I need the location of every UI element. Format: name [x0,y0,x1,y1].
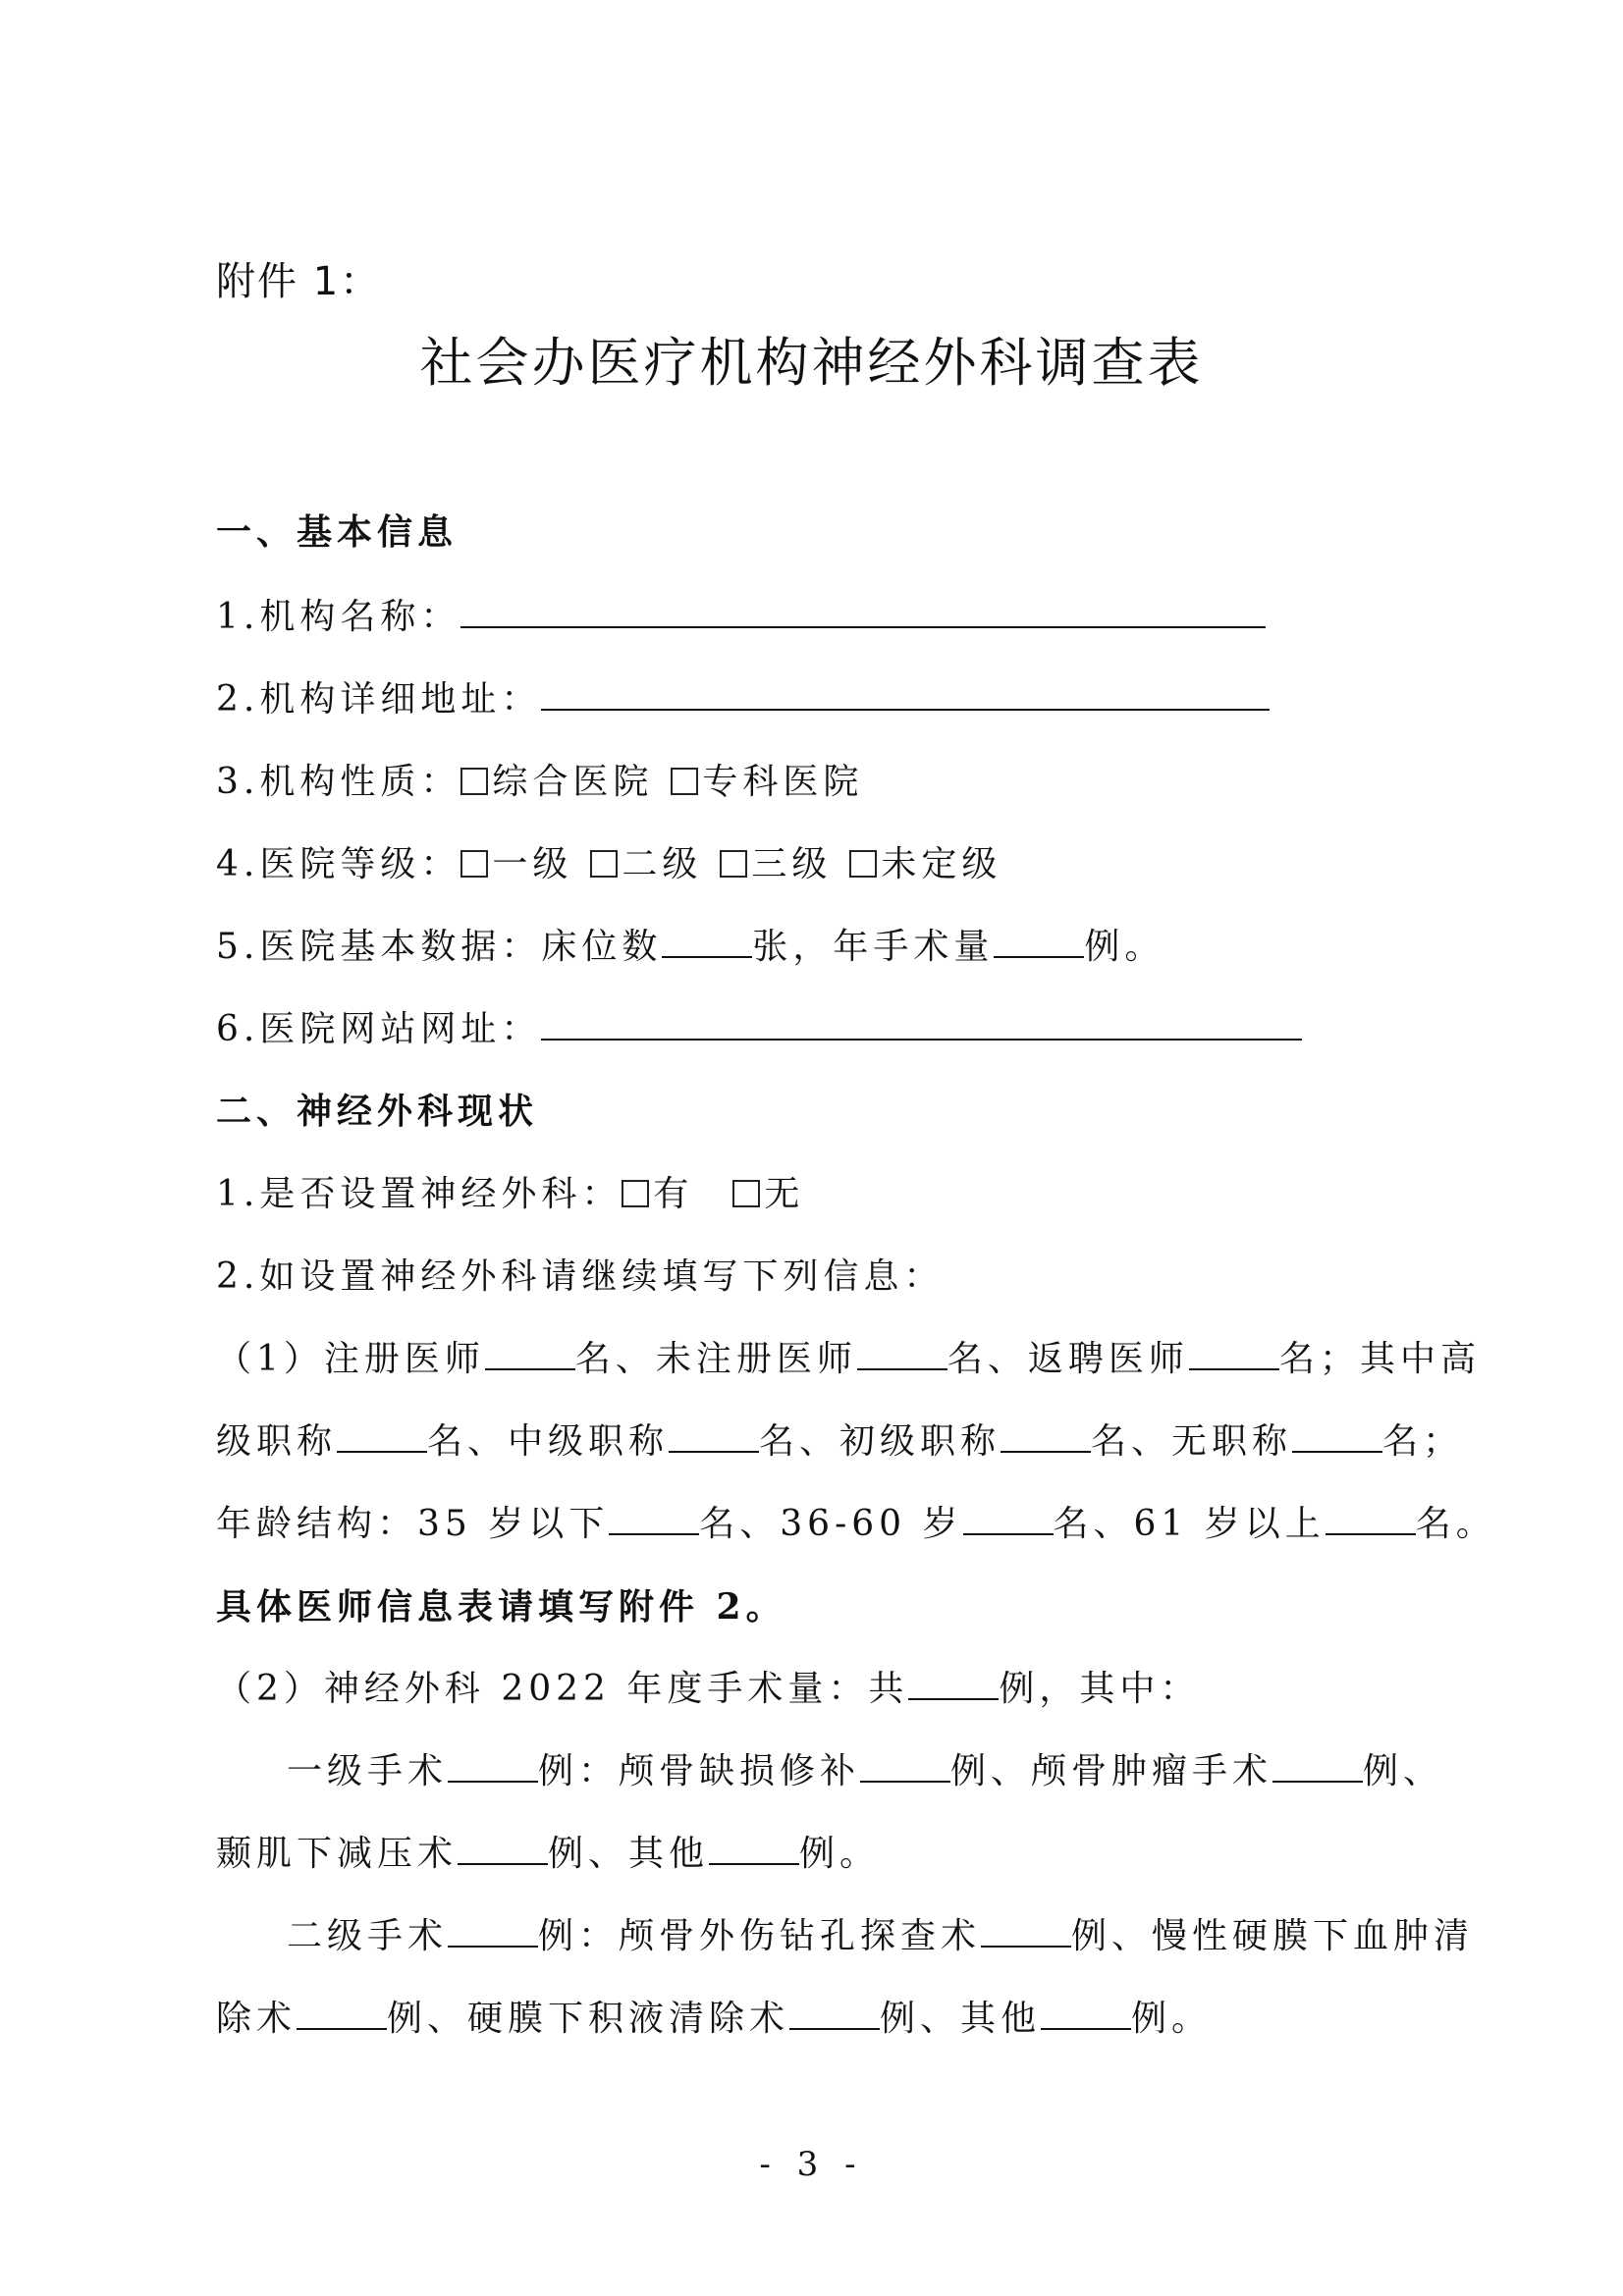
option-general-hospital: 综合医院 [492,762,654,802]
rehired-physician-field[interactable] [1189,1335,1279,1370]
physician-line-3 [216,1500,1496,1549]
text: 名、中级职称 [427,1421,670,1462]
chronic-subdural-hematoma-field[interactable] [297,1995,387,2030]
level2-other-field[interactable] [1041,1995,1131,2030]
text: 年龄结构：35 岁以下 [216,1504,610,1544]
text: （1）注册医师 [216,1339,485,1379]
burr-hole-exploration-field[interactable] [981,1912,1071,1948]
institution-name-row [216,593,1266,642]
hospital-data-label: 5.医院基本数据：床位数 [216,927,663,967]
website-row [216,1005,1302,1054]
level1-surgery-line-2 [216,1830,880,1879]
subtemporal-decompression-field[interactable] [458,1830,548,1865]
hospital-data-end-text: 例。 [1084,927,1165,967]
level1-total-field[interactable] [448,1747,538,1783]
checkbox-general-hospital[interactable] [460,768,488,795]
checkbox-grade-2[interactable] [590,850,618,878]
text: 名、无职称 [1091,1421,1293,1462]
text: 二级手术 [287,1916,449,1956]
age-over-61-field[interactable] [1325,1500,1416,1535]
hospital-grade-row [216,840,1001,889]
institution-type-label: 3.机构性质： [216,762,461,802]
text: 例：颅骨外伤钻孔探查术 [538,1916,982,1956]
text: 例、颅骨肿瘤手术 [950,1751,1273,1791]
text: 名、61 岁以上 [1053,1504,1325,1544]
text: 颞肌下减压术 [216,1834,459,1874]
checkbox-grade-1[interactable] [460,850,488,878]
level2-surgery-line-2 [216,1995,1212,2044]
level2-surgery-line-1 [287,1912,1474,1961]
annual-surgery-field[interactable] [994,923,1084,958]
text: 名； [1382,1421,1464,1462]
option-grade-1: 一级 [492,844,573,884]
skull-defect-repair-field[interactable] [860,1747,950,1783]
text: 例。 [1131,1999,1213,2039]
hospital-grade-label: 4.医院等级： [216,844,461,884]
text: 名、返聘医师 [947,1339,1189,1379]
unregistered-physician-field[interactable] [857,1335,947,1370]
option-ungraded: 未定级 [881,844,1002,884]
option-specialty-hospital: 专科医院 [702,762,864,802]
level2-total-field[interactable] [448,1912,538,1948]
level1-surgery-line-1 [287,1747,1443,1796]
text: 例。 [799,1834,881,1874]
text: 名；其中高 [1278,1339,1481,1379]
hospital-data-mid-text: 张，年手术量 [752,927,995,967]
physician-line-1 [216,1335,1481,1384]
physician-line-2 [216,1417,1463,1467]
text: 除术 [216,1999,298,2039]
option-no: 无 [764,1174,805,1214]
option-grade-2: 二级 [622,844,703,884]
surgery-volume-line [216,1665,1200,1714]
text: （2）神经外科 2022 年度手术量：共 [216,1669,909,1709]
section-neurosurgery-heading: 二、神经外科现状 [216,1092,539,1132]
text: 例、 [1363,1751,1444,1791]
has-neurosurgery-label: 1.是否设置神经外科： [216,1174,622,1214]
section-basic-info-heading: 一、基本信息 [216,512,459,553]
checkbox-specialty-hospital[interactable] [671,768,698,795]
skull-tumor-field[interactable] [1272,1747,1363,1783]
website-field[interactable] [541,1005,1302,1041]
bed-count-field[interactable] [662,923,752,958]
website-label: 6.医院网站网址： [216,1009,542,1049]
checkbox-ungraded[interactable] [849,850,877,878]
checkbox-grade-3[interactable] [720,850,747,878]
text: 例、其他 [548,1834,710,1874]
text: 例、慢性硬膜下血肿清 [1071,1916,1475,1956]
text: 例，其中： [999,1669,1201,1709]
text: 例：颅骨缺损修补 [538,1751,861,1791]
subdural-effusion-field[interactable] [789,1995,880,2030]
attachment-label: 附件 1： [216,259,382,304]
institution-name-label: 1.机构名称： [216,597,461,637]
institution-type-row [216,758,863,807]
option-yes: 有 [653,1174,694,1214]
senior-title-field[interactable] [337,1417,427,1453]
instruction-text: 2.如设置神经外科请继续填写下列信息： [216,1256,945,1297]
hospital-data-row [216,923,1164,972]
option-grade-3: 三级 [751,844,833,884]
age-36-60-field[interactable] [963,1500,1054,1535]
no-title-field[interactable] [1292,1417,1382,1453]
institution-name-field[interactable] [460,593,1266,628]
text: 名、36-60 岁 [699,1504,963,1544]
institution-address-row [216,675,1270,724]
registered-physician-field[interactable] [485,1335,575,1370]
text: 名。 [1415,1504,1496,1544]
text: 级职称 [216,1421,338,1462]
text: 例、其他 [880,1999,1042,2039]
age-under-35-field[interactable] [609,1500,699,1535]
text: 名、未注册医师 [574,1339,857,1379]
institution-address-label: 2.机构详细地址： [216,679,542,720]
text: 例、硬膜下积液清除术 [387,1999,790,2039]
text: 一级手术 [287,1751,449,1791]
checkbox-no[interactable] [732,1180,760,1207]
level1-other-field[interactable] [709,1830,799,1865]
intermediate-title-field[interactable] [669,1417,759,1453]
text: 名、初级职称 [759,1421,1001,1462]
page-number: - 3 - [759,2145,864,2184]
page-title: 社会办医疗机构神经外科调查表 [419,332,1204,394]
has-neurosurgery-row [216,1170,804,1219]
institution-address-field[interactable] [541,675,1270,711]
total-surgery-field[interactable] [908,1665,999,1700]
checkbox-yes[interactable] [622,1180,649,1207]
attachment-2-note: 具体医师信息表请填写附件 2。 [216,1586,786,1628]
junior-title-field[interactable] [1001,1417,1091,1453]
